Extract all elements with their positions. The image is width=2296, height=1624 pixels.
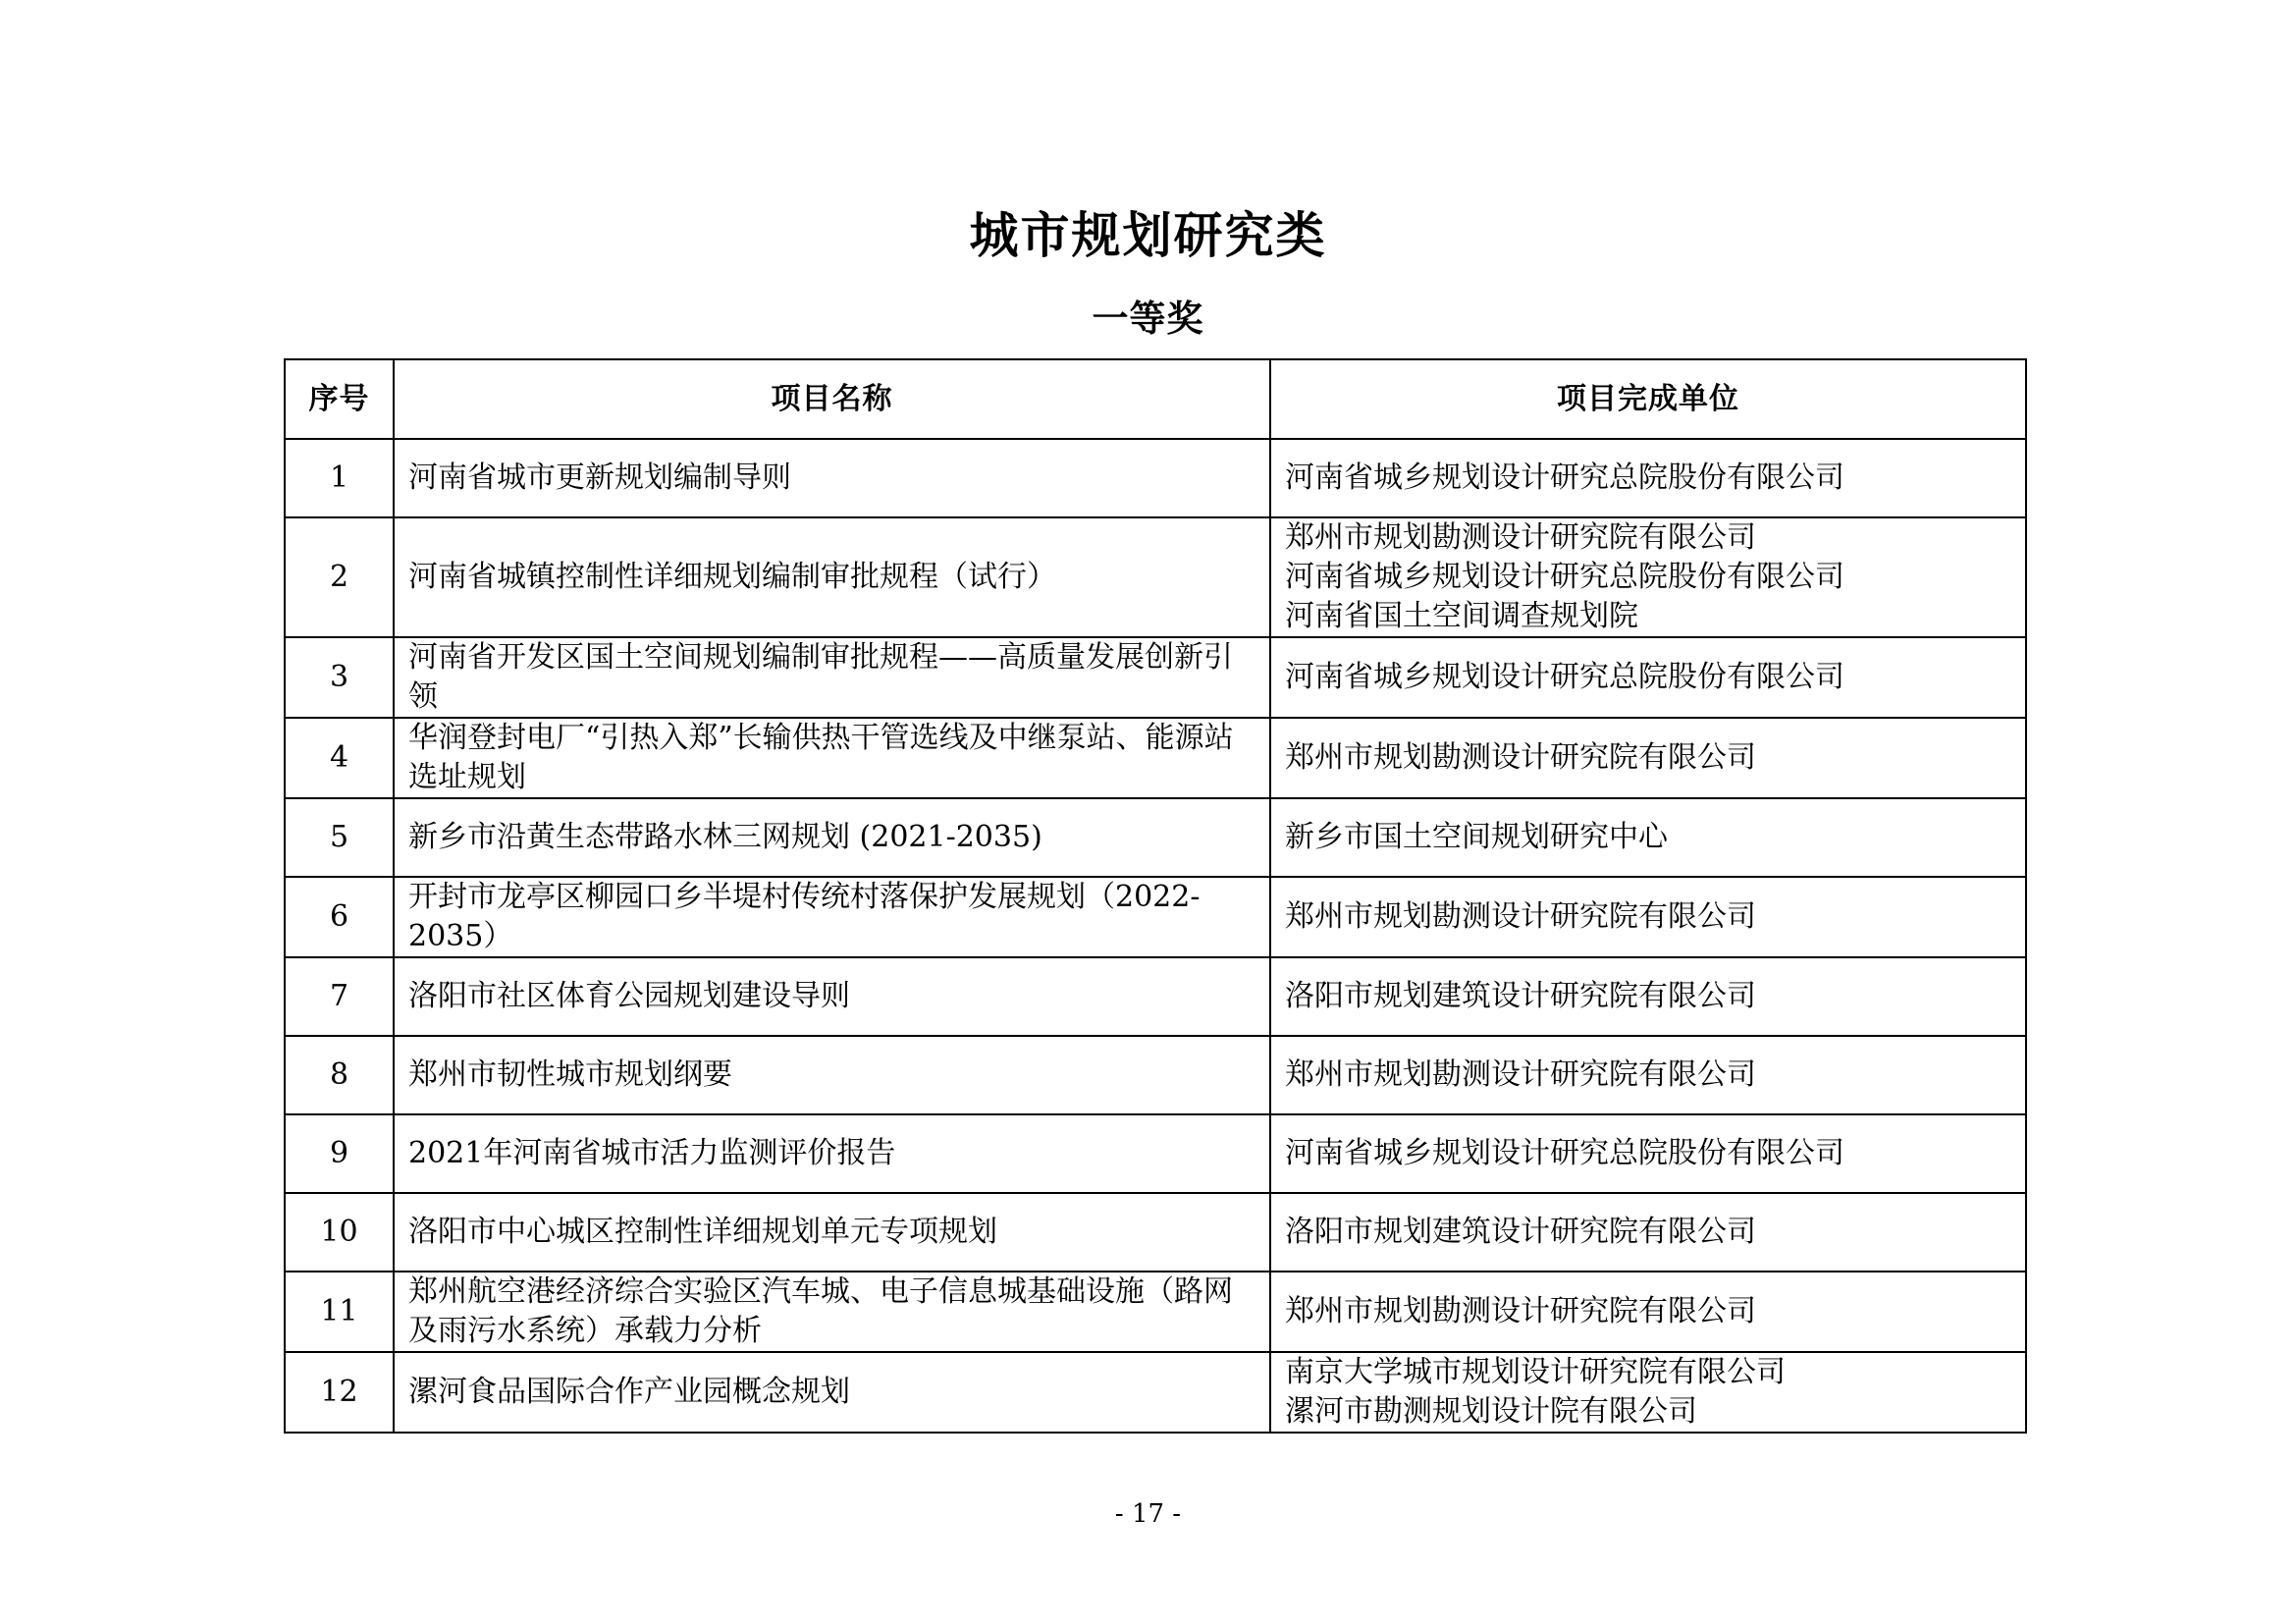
unit-line: 郑州市规划勘测设计研究院有限公司	[1285, 1057, 1756, 1092]
project-name: 华润登封电厂“引热入郑”长输供热干管选线及中继泵站、能源站选址规划	[394, 718, 1270, 798]
page-title: 城市规划研究类	[969, 207, 1327, 264]
row-number: 1	[285, 439, 394, 517]
project-name: 漯河食品国际合作产业园概念规划	[394, 1352, 1270, 1433]
row-number: 2	[285, 517, 394, 637]
completing-unit	[1270, 718, 2026, 798]
unit-line: 河南省国土空间调查规划院	[1285, 599, 1638, 633]
unit-line: 新乡市国土空间规划研究中心	[1285, 820, 1668, 854]
project-name: 郑州航空港经济综合实验区汽车城、电子信息城基础设施（路网及雨污水系统）承载力分析	[394, 1272, 1270, 1352]
table-row	[285, 637, 2026, 718]
row-number: 12	[285, 1352, 394, 1433]
table-row	[285, 957, 2026, 1036]
award-table	[284, 358, 2027, 1434]
unit-line: 郑州市规划勘测设计研究院有限公司	[1285, 1294, 1756, 1328]
table-row	[285, 517, 2026, 637]
row-number: 8	[285, 1036, 394, 1114]
row-number: 11	[285, 1272, 394, 1352]
project-name: 2021年河南省城市活力监测评价报告	[394, 1114, 1270, 1193]
project-name: 河南省城镇控制性详细规划编制审批规程（试行）	[394, 517, 1270, 637]
row-number: 3	[285, 637, 394, 718]
project-name: 河南省城市更新规划编制导则	[394, 439, 1270, 517]
row-number: 9	[285, 1114, 394, 1193]
completing-unit	[1270, 1272, 2026, 1352]
completing-unit	[1270, 637, 2026, 718]
table-row	[285, 1114, 2026, 1193]
table-row	[285, 1193, 2026, 1272]
unit-line: 漯河市勘测规划设计院有限公司	[1285, 1394, 1697, 1429]
project-name: 河南省开发区国土空间规划编制审批规程——高质量发展创新引领	[394, 637, 1270, 718]
completing-unit	[1270, 1114, 2026, 1193]
unit-line: 河南省城乡规划设计研究总院股份有限公司	[1285, 1136, 1844, 1170]
table-row	[285, 798, 2026, 877]
row-number: 7	[285, 957, 394, 1036]
row-number: 10	[285, 1193, 394, 1272]
completing-unit	[1270, 517, 2026, 637]
project-name: 新乡市沿黄生态带路水林三网规划 (2021-2035)	[394, 798, 1270, 877]
project-name: 洛阳市中心城区控制性详细规划单元专项规划	[394, 1193, 1270, 1272]
unit-line: 洛阳市规划建筑设计研究院有限公司	[1285, 979, 1756, 1013]
header-unit: 项目完成单位	[1270, 359, 2026, 439]
unit-line: 郑州市规划勘测设计研究院有限公司	[1285, 520, 1756, 555]
unit-line: 洛阳市规划建筑设计研究院有限公司	[1285, 1215, 1756, 1249]
completing-unit	[1270, 877, 2026, 957]
row-number: 5	[285, 798, 394, 877]
section-title: 一等奖	[1092, 298, 1204, 340]
unit-line: 河南省城乡规划设计研究总院股份有限公司	[1285, 560, 1844, 594]
table-row	[285, 718, 2026, 798]
unit-line: 郑州市规划勘测设计研究院有限公司	[1285, 899, 1756, 934]
header-no: 序号	[285, 359, 394, 439]
table-header-row	[285, 359, 2026, 439]
completing-unit	[1270, 798, 2026, 877]
unit-line: 河南省城乡规划设计研究总院股份有限公司	[1285, 460, 1844, 495]
completing-unit	[1270, 1352, 2026, 1433]
unit-line: 南京大学城市规划设计研究院有限公司	[1285, 1355, 1786, 1389]
table-row	[285, 1352, 2026, 1433]
row-number: 4	[285, 718, 394, 798]
header-name: 项目名称	[394, 359, 1270, 439]
project-name: 郑州市韧性城市规划纲要	[394, 1036, 1270, 1114]
unit-line: 郑州市规划勘测设计研究院有限公司	[1285, 740, 1756, 775]
table-row	[285, 877, 2026, 957]
completing-unit	[1270, 957, 2026, 1036]
row-number: 6	[285, 877, 394, 957]
project-name: 洛阳市社区体育公园规划建设导则	[394, 957, 1270, 1036]
page-number: - 17 -	[1114, 1499, 1182, 1529]
table-row	[285, 1272, 2026, 1352]
completing-unit	[1270, 1193, 2026, 1272]
completing-unit	[1270, 439, 2026, 517]
unit-line: 河南省城乡规划设计研究总院股份有限公司	[1285, 660, 1844, 694]
table-row	[285, 439, 2026, 517]
table-row	[285, 1036, 2026, 1114]
project-name: 开封市龙亭区柳园口乡半堤村传统村落保护发展规划（2022-2035）	[394, 877, 1270, 957]
completing-unit	[1270, 1036, 2026, 1114]
